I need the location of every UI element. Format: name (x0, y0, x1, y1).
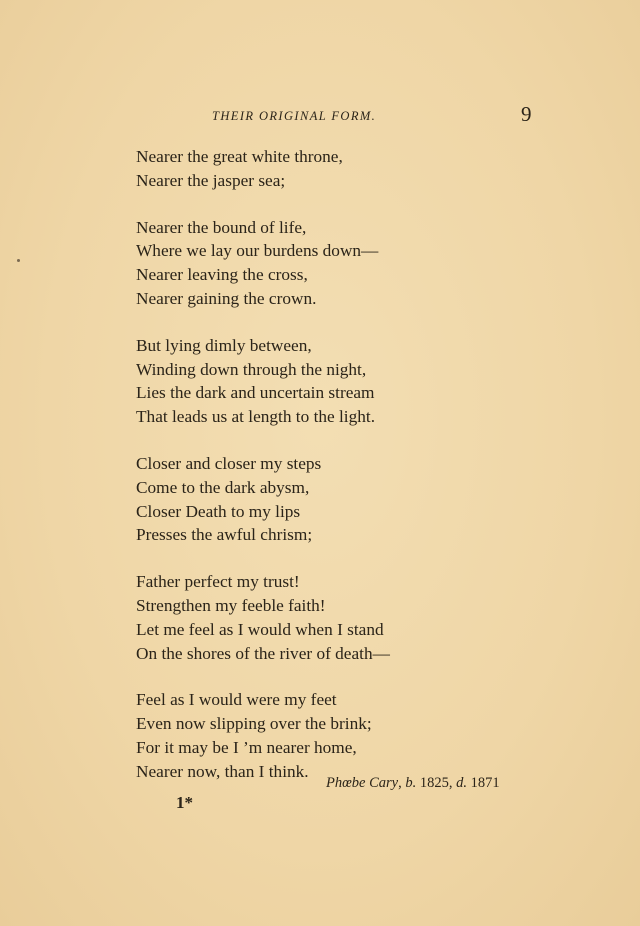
running-head: THEIR ORIGINAL FORM. (212, 109, 377, 123)
stanza (136, 688, 556, 783)
born-year: 1825 (419, 775, 449, 791)
born-label: b. (405, 775, 417, 791)
poem-line: Let me feel as I would when I stand (136, 619, 384, 639)
poem-line: Strengthen my feeble faith! (136, 595, 326, 615)
poem-line: Nearer the jasper sea; (136, 170, 286, 190)
poem-line: Come to the dark abysm, (136, 477, 310, 497)
poem-line: Closer and closer my steps (136, 453, 322, 473)
stanza (136, 452, 556, 547)
page-number: 9 (521, 102, 532, 126)
poem-line: Nearer now, than I think. (136, 761, 309, 781)
poem (136, 145, 556, 807)
poem-line: Feel as I would were my feet (136, 690, 337, 710)
poem-line: Father perfect my trust! (136, 572, 300, 592)
poem-line: Where we lay our burdens down— (136, 241, 379, 261)
stanza (136, 334, 556, 429)
stanza (136, 570, 556, 665)
died-label: d. (456, 775, 467, 791)
stanza (136, 216, 556, 311)
poem-line: For it may be I ’m nearer home, (136, 737, 357, 757)
paper-speck (17, 259, 20, 262)
poem-line: Closer Death to my lips (136, 501, 301, 521)
poem-line: Lies the dark and uncertain stream (136, 383, 375, 403)
poem-line: Nearer the great white throne, (136, 147, 343, 166)
attribution: Phœbe Cary, b. 1825, d. 1871 (326, 775, 500, 791)
poem-line: Even now slipping over the brink; (136, 714, 372, 734)
signature-mark: 1* (176, 793, 193, 812)
poem-line: On the shores of the river of death— (136, 643, 390, 663)
author-name: Phœbe Cary (326, 775, 399, 791)
poem-line: Winding down through the night, (136, 359, 367, 379)
stanza (136, 145, 556, 193)
poem-line: Nearer gaining the crown. (136, 288, 317, 308)
poem-line: Nearer the bound of life, (136, 217, 307, 237)
poem-line: But lying dimly between, (136, 335, 312, 355)
poem-line: That leads us at length to the light. (136, 407, 376, 427)
poem-line: Nearer leaving the cross, (136, 265, 308, 285)
poem-line: Presses the awful chrism; (136, 525, 313, 545)
died-year: 1871 (470, 775, 500, 791)
